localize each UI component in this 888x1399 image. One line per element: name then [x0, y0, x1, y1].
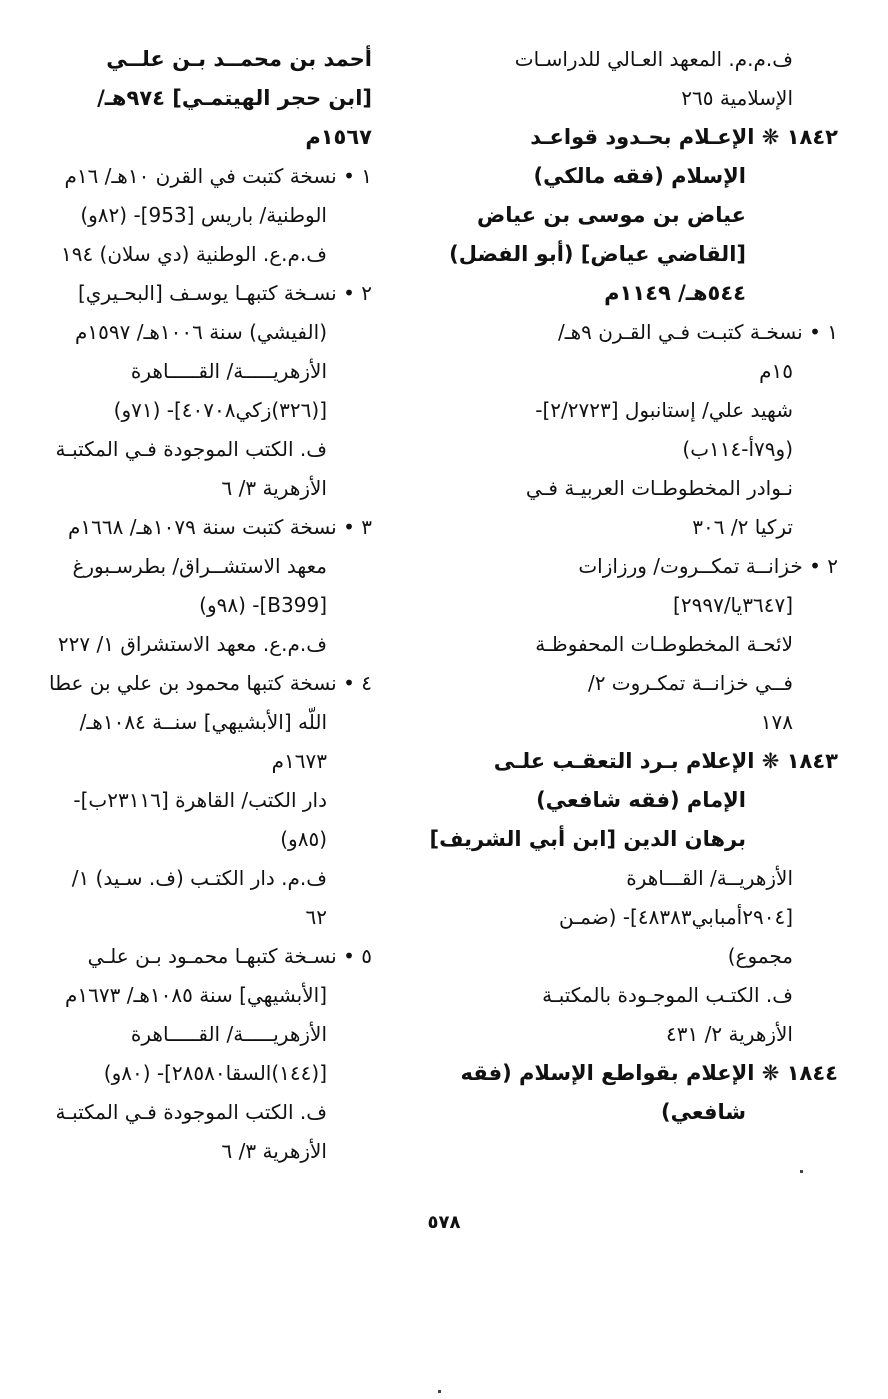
- text-line: ف. الكتب الموجودة فـي المكتبـة: [55, 437, 327, 461]
- entry-title: ١٨٤٣ ❋ الإعلام بـرد التعقـب علـى: [493, 749, 838, 773]
- text-line: [٣٦٤٧يا/٢٩٩٧]: [673, 593, 793, 617]
- entry-1843: [429, 742, 838, 1054]
- manuscript-item: ٣ • نسخة كتبت سنة ١٠٧٩هـ/ ١٦٦٨م: [68, 515, 372, 539]
- manuscript-item: ٢ • نسـخة كتبهـا يوسـف [البحـيري]: [77, 281, 372, 305]
- entry-author: عياض بن موسى بن عياض: [477, 203, 746, 227]
- text-line: [(١٤٤)السقا٢٨٥٨٠]- (٨٠و): [103, 1061, 327, 1085]
- text-line: شهيد علي/ إستانبول [٢/٢٧٢٣]-: [535, 398, 793, 422]
- entry-date: ٥٤٤هـ/ ١١٤٩م: [604, 281, 746, 305]
- manuscript-item: ١ • نسخـة كتبـت فـي القـرن ٩هـ/: [557, 320, 838, 344]
- author-heading: [ابن حجر الهيتمـي] ٩٧٤هـ/: [97, 86, 372, 110]
- manuscript-item: ٢ • خزانــة تمكــروت/ ورزازات: [578, 554, 838, 578]
- entry-1844: [460, 1054, 838, 1132]
- text-line: الإسلامية ٢٦٥: [681, 86, 793, 110]
- entry-author: [القاضي عياض] (أبو الفضل): [449, 242, 746, 266]
- text-line: ف. الكتب الموجودة فـي المكتبـة: [55, 1100, 327, 1124]
- text-line: ف. الكتـب الموجـودة بالمكتبـة: [542, 983, 793, 1007]
- text-line: الأزهرية ٢/ ٤٣١: [666, 1022, 793, 1046]
- text-line: [B399]- (٩٨و): [199, 593, 327, 617]
- manuscript-item: ٤ • نسخة كتبها محمود بن علي بن عطا: [48, 671, 372, 695]
- text-line: (٨٥و): [280, 827, 327, 851]
- text-line: اللّه [الأبشيهي] سنــة ١٠٨٤هـ/: [79, 710, 327, 734]
- text-line: الأزهريـــــة/ القـــــاهرة: [130, 1022, 327, 1046]
- author-heading: أحمد بن محمــد بـن علــي: [106, 47, 372, 71]
- text-line: الأزهريـــــة/ القـــــاهرة: [130, 359, 327, 383]
- author-heading: ١٥٦٧م: [305, 125, 372, 149]
- text-line: الأزهرية ٣/ ٦: [221, 1139, 327, 1163]
- text-line: لائحـة المخطوطـات المحفوظـة: [535, 632, 793, 656]
- entry-title: ١٨٤٤ ❋ الإعلام بقواطع الإسلام (فقه: [460, 1061, 838, 1085]
- text-line: ف.م.ع. الوطنية (دي سلان) ١٩٤: [60, 242, 327, 266]
- text-line: الوطنية/ باريس [953]- (٨٢و): [80, 203, 327, 227]
- entry-title: ١٨٤٢ ❋ الإعـلام بحـدود قواعـد: [530, 125, 838, 149]
- text-line: معهد الاستشــراق/ بطرسـبورغ: [72, 554, 327, 578]
- manuscript-item: ٥ • نسـخة كتبهـا محمـود بـن علـي: [87, 944, 372, 968]
- manuscript-item: ١ • نسخة كتبت في القرن ١٠هـ/ ١٦م: [64, 164, 372, 188]
- page-number: ٥٧٨: [427, 1212, 461, 1233]
- text-line: ١٥م: [759, 359, 793, 383]
- text-line: ١٦٧٣م: [271, 749, 327, 773]
- entry-title: شافعي): [661, 1100, 746, 1124]
- text-line: تركيا ٢/ ٣٠٦: [692, 515, 793, 539]
- text-line: (الفيشي) سنة ١٠٠٦هـ/ ١٥٩٧م: [75, 320, 327, 344]
- text-line: الأزهرية ٣/ ٦: [221, 476, 327, 500]
- text-line: ٦٢: [305, 905, 327, 929]
- text-line: ف.م.ع. معهد الاستشراق ١/ ٢٢٧: [57, 632, 327, 656]
- entry-author: برهان الدين [ابن أبي الشريف]: [429, 827, 746, 851]
- entry-1842: [449, 118, 838, 742]
- text-line: ١٧٨: [760, 710, 793, 734]
- entry-title: الإمام (فقه شافعي): [536, 788, 746, 812]
- entry-title: الإسلام (فقه مالكي): [533, 164, 746, 188]
- text-line: [الأبشيهي] سنة ١٠٨٥هـ/ ١٦٧٣م: [65, 983, 327, 1007]
- text-line: فــي خزانــة تمكـروت ٢/: [587, 671, 793, 695]
- text-line: ف.م.م. المعهد العـالي للدراسـات: [514, 47, 793, 71]
- text-line: الأزهريــة/ القـــاهرة: [626, 866, 793, 890]
- text-line: مجموع): [727, 944, 793, 968]
- scan-speck: [800, 1170, 803, 1173]
- text-line: ف.م. دار الكتـب (ف. سـيد) ١/: [71, 866, 327, 890]
- text-line: [(٣٢٦)زكي٤٠٧٠٨]- (٧١و): [113, 398, 327, 422]
- text-line: نـوادر المخطوطـات العربيـة فـي: [525, 476, 793, 500]
- left-column: [48, 40, 372, 1171]
- text-line: (و٧٩أ-١١٤ب): [682, 437, 793, 461]
- right-column: [429, 40, 838, 1132]
- text-line: [٢٩٠٤أمبابي٤٨٣٨٣]- (ضمـن: [559, 905, 793, 929]
- text-line: دار الكتب/ القاهرة [٢٣١١٦ب]-: [73, 788, 327, 812]
- scan-speck: [438, 1390, 441, 1393]
